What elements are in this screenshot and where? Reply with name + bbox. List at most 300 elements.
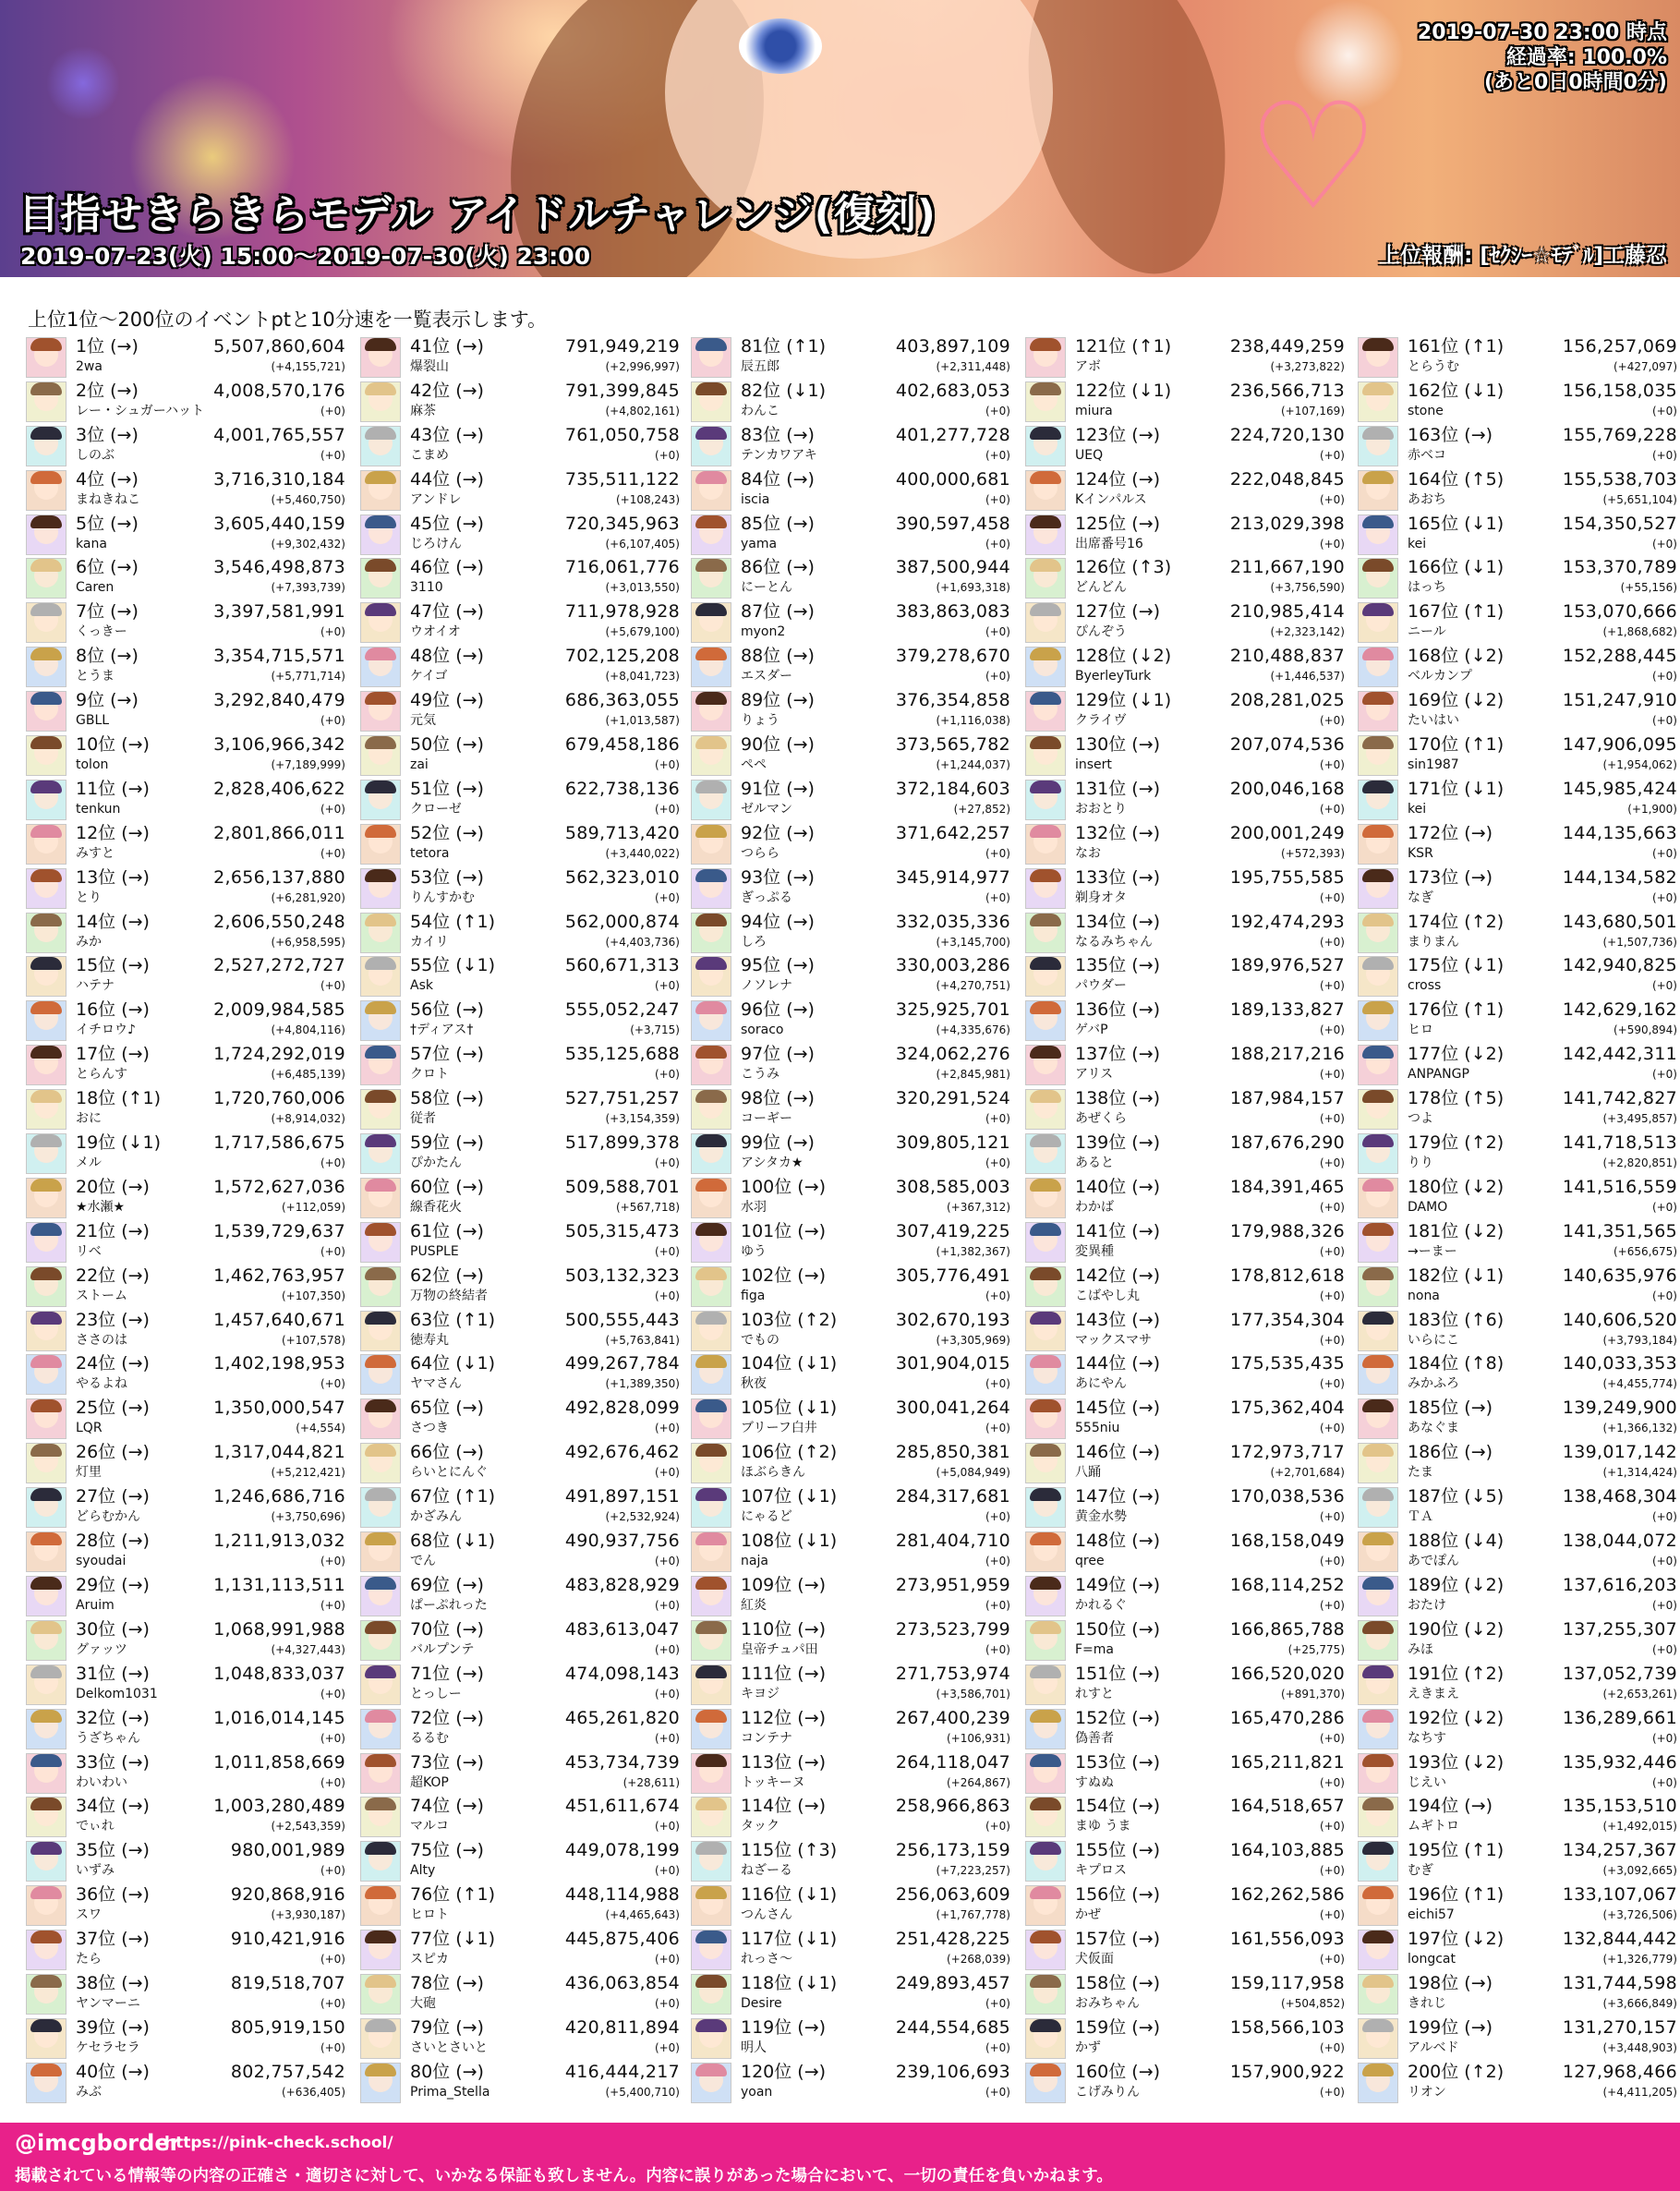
ranking-entry	[1025, 1265, 1350, 1309]
ten-minute-speed: (+0)	[654, 1068, 680, 1082]
idol-avatar	[691, 470, 731, 511]
idol-avatar	[691, 1000, 731, 1041]
event-points: 453,734,739	[564, 1751, 680, 1773]
player-name: コーギー	[741, 1111, 792, 1127]
event-points: 420,811,894	[564, 2016, 680, 2038]
rank-label: 19位 (↓1)	[76, 1132, 162, 1154]
player-name: 犬仮面	[1075, 1952, 1114, 1967]
ten-minute-speed: (+636,405)	[281, 2085, 345, 2099]
idol-avatar	[26, 1576, 66, 1616]
event-points: 3,397,581,991	[213, 601, 345, 623]
ranking-entry	[360, 689, 685, 733]
ten-minute-speed: (+0)	[985, 1377, 1010, 1391]
event-points: 503,132,323	[564, 1265, 680, 1286]
idol-avatar	[691, 1797, 731, 1837]
idol-avatar	[26, 868, 66, 909]
idol-avatar	[26, 1089, 66, 1130]
rank-label: 153位 (→)	[1075, 1751, 1161, 1773]
event-points: 499,267,784	[564, 1353, 680, 1374]
rank-label: 104位 (↓1)	[741, 1353, 838, 1374]
ten-minute-speed: (+0)	[654, 1731, 680, 1745]
ranking-entry	[1025, 645, 1350, 689]
idol-avatar	[26, 381, 66, 422]
ten-minute-speed: (+3,013,550)	[605, 581, 680, 595]
event-points: 492,676,462	[564, 1442, 680, 1463]
ten-minute-speed: (+3,586,701)	[936, 1687, 1010, 1701]
idol-avatar	[1025, 1045, 1066, 1085]
ten-minute-speed: (+0)	[1319, 1864, 1345, 1878]
rank-label: 107位 (↓1)	[741, 1486, 838, 1507]
event-points: 179,988,326	[1229, 1220, 1345, 1241]
player-name: うざちゃん	[76, 1730, 140, 1746]
rank-label: 148位 (→)	[1075, 1531, 1161, 1552]
ranking-entry	[26, 1265, 351, 1309]
idol-avatar	[1358, 1398, 1398, 1439]
player-name: ウオイオ	[410, 624, 461, 640]
top-reward: 上位報酬: [ｾｸｼｰ☆ﾓﾃﾞﾙ]工藤忍	[1379, 244, 1667, 268]
ranking-entry	[691, 335, 1016, 380]
rank-label: 191位 (↑2)	[1408, 1663, 1505, 1684]
ranking-entry	[691, 911, 1016, 955]
player-name: 超KOP	[410, 1774, 449, 1790]
ranking-entry	[360, 911, 685, 955]
idol-avatar	[26, 558, 66, 599]
ranking-entry	[1358, 1751, 1680, 1796]
player-name: 元気	[410, 713, 436, 729]
event-points: 154,350,527	[1562, 513, 1677, 534]
player-name: でもの	[741, 1332, 780, 1348]
ranking-entry	[691, 1132, 1016, 1176]
player-name: UEQ	[1075, 447, 1104, 463]
rank-label: 147位 (→)	[1075, 1486, 1161, 1507]
rank-label: 29位 (→)	[76, 1574, 150, 1595]
ten-minute-speed: (+0)	[985, 625, 1010, 639]
idol-avatar	[26, 691, 66, 732]
player-name: ムギトロ	[1408, 1819, 1459, 1834]
event-points: 264,118,047	[895, 1751, 1010, 1773]
ranking-entry	[1025, 689, 1350, 733]
ranking-entry	[1025, 1663, 1350, 1707]
ten-minute-speed: (+264,867)	[946, 1775, 1010, 1789]
event-points: 271,753,974	[895, 1663, 1010, 1684]
idol-avatar	[360, 647, 401, 687]
idol-avatar	[360, 2063, 401, 2103]
idol-avatar	[26, 1487, 66, 1528]
idol-avatar	[1358, 381, 1398, 422]
ten-minute-speed: (+0)	[320, 1555, 345, 1568]
ranking-entry	[1358, 999, 1680, 1043]
event-points: 200,046,168	[1229, 778, 1345, 799]
ten-minute-speed: (+3,154,359)	[605, 1112, 680, 1126]
event-points: 153,070,666	[1562, 601, 1677, 623]
player-name: みかふろ	[1408, 1376, 1459, 1392]
ranking-entry	[691, 1441, 1016, 1485]
player-name: qree	[1075, 1554, 1105, 1569]
event-points: 910,421,916	[230, 1929, 345, 1950]
player-name: Caren	[76, 580, 115, 596]
event-points: 1,011,858,669	[213, 1751, 345, 1773]
idol-avatar	[691, 1178, 731, 1218]
ten-minute-speed: (+0)	[654, 1996, 680, 2010]
ten-minute-speed: (+106,931)	[946, 1731, 1010, 1745]
player-name: ペペ	[741, 757, 767, 773]
player-name: ハテナ	[76, 978, 115, 994]
rank-label: 146位 (→)	[1075, 1442, 1161, 1463]
event-points: 332,035,336	[895, 911, 1010, 932]
idol-avatar	[691, 1266, 731, 1307]
ten-minute-speed: (+504,852)	[1280, 1996, 1345, 2010]
ten-minute-speed: (+7,223,257)	[936, 1864, 1010, 1878]
event-points: 716,061,776	[564, 557, 680, 578]
idol-avatar	[26, 913, 66, 953]
event-points: 2,828,406,622	[213, 778, 345, 799]
event-points: 165,470,286	[1229, 1707, 1345, 1728]
idol-avatar	[360, 1222, 401, 1263]
ranking-entry	[691, 1530, 1016, 1574]
ranking-entry	[1025, 1972, 1350, 2016]
ten-minute-speed: (+0)	[320, 1953, 345, 1967]
player-name: コンテナ	[741, 1730, 792, 1746]
rank-label: 125位 (→)	[1075, 513, 1161, 534]
event-points: 3,546,498,873	[213, 557, 345, 578]
rank-label: 123位 (→)	[1075, 424, 1161, 445]
idol-avatar	[691, 868, 731, 909]
idol-avatar	[26, 1531, 66, 1572]
idol-avatar	[1358, 1354, 1398, 1395]
idol-avatar	[26, 1133, 66, 1174]
player-name: かぜ	[1075, 1907, 1101, 1923]
rank-label: 154位 (→)	[1075, 1796, 1161, 1817]
player-name: DAMO	[1408, 1199, 1448, 1215]
player-name: insert	[1075, 757, 1112, 773]
idol-avatar	[1358, 868, 1398, 909]
player-name: さつき	[410, 1421, 449, 1436]
idol-avatar	[360, 1531, 401, 1572]
ten-minute-speed: (+2,845,981)	[936, 1068, 1010, 1082]
event-points: 400,000,681	[895, 468, 1010, 490]
player-name: かざみん	[410, 1509, 462, 1525]
rank-label: 5位 (→)	[76, 513, 139, 534]
ten-minute-speed: (+0)	[1319, 1377, 1345, 1391]
ten-minute-speed: (+0)	[320, 979, 345, 993]
player-name: Delkom1031	[76, 1686, 158, 1701]
event-points: 301,904,015	[895, 1353, 1010, 1374]
ranking-entry	[26, 1795, 351, 1839]
ranking-entry	[691, 954, 1016, 999]
event-points: 383,863,083	[895, 601, 1010, 623]
ranking-entry	[360, 1220, 685, 1265]
idol-avatar	[1358, 1974, 1398, 2015]
event-points: 320,291,524	[895, 1088, 1010, 1109]
ranking-entry	[1025, 1795, 1350, 1839]
event-points: 920,868,916	[230, 1884, 345, 1906]
ranking-entry	[360, 335, 685, 380]
rank-label: 183位 (↑6)	[1408, 1309, 1505, 1330]
event-points: 141,718,513	[1562, 1132, 1677, 1154]
rank-label: 4位 (→)	[76, 468, 139, 490]
idol-avatar	[1025, 602, 1066, 643]
rank-label: 63位 (↑1)	[410, 1309, 496, 1330]
player-name: おに	[76, 1111, 102, 1127]
ten-minute-speed: (+0)	[654, 1864, 680, 1878]
ranking-column	[1025, 335, 1350, 2105]
event-points: 3,605,440,159	[213, 513, 345, 534]
ranking-entry	[360, 1043, 685, 1087]
ten-minute-speed: (+0)	[1319, 1422, 1345, 1435]
ten-minute-speed: (+0)	[320, 1864, 345, 1878]
idol-avatar	[691, 558, 731, 599]
idol-avatar	[1025, 514, 1066, 555]
player-name: イチロウ♪	[76, 1023, 136, 1038]
ten-minute-speed: (+4,270,751)	[936, 979, 1010, 993]
rank-label: 46位 (→)	[410, 557, 484, 578]
idol-avatar	[691, 735, 731, 776]
ranking-entry	[691, 2016, 1016, 2061]
ranking-entry	[1025, 1883, 1350, 1928]
ranking-entry	[360, 1618, 685, 1663]
idol-avatar	[26, 1974, 66, 2015]
idol-avatar	[360, 1089, 401, 1130]
ranking-entry	[1358, 1309, 1680, 1353]
ranking-entry	[691, 468, 1016, 513]
rank-label: 167位 (↑1)	[1408, 601, 1505, 623]
idol-avatar	[26, 780, 66, 820]
ranking-entry	[26, 1707, 351, 1751]
ten-minute-speed: (+2,311,448)	[936, 360, 1010, 373]
ranking-entry	[26, 1883, 351, 1928]
player-name: とらうむ	[1408, 359, 1459, 374]
rank-label: 101位 (→)	[741, 1220, 827, 1241]
rank-label: 72位 (→)	[410, 1707, 484, 1728]
ranking-entry	[26, 1839, 351, 1883]
idol-avatar	[691, 1664, 731, 1705]
ten-minute-speed: (+1,244,037)	[936, 758, 1010, 772]
player-name: トッキーヌ	[741, 1774, 805, 1790]
player-name: みほ	[1408, 1641, 1433, 1657]
rank-label: 31位 (→)	[76, 1663, 150, 1684]
player-name: えきまえ	[1408, 1686, 1459, 1701]
rank-label: 190位 (↓2)	[1408, 1618, 1505, 1640]
idol-avatar	[26, 2018, 66, 2059]
idol-avatar	[1025, 1797, 1066, 1837]
ranking-entry	[1025, 1618, 1350, 1663]
idol-avatar	[691, 780, 731, 820]
ranking-entry	[691, 1176, 1016, 1220]
rank-label: 50位 (→)	[410, 734, 484, 756]
ten-minute-speed: (+6,107,405)	[605, 537, 680, 551]
ten-minute-speed: (+0)	[1319, 537, 1345, 551]
rank-label: 64位 (↓1)	[410, 1353, 496, 1374]
event-points: 147,906,095	[1562, 734, 1677, 756]
idol-avatar	[691, 1398, 731, 1439]
rank-label: 12位 (→)	[76, 822, 150, 843]
ranking-entry	[1025, 1043, 1350, 1087]
idol-avatar	[1358, 602, 1398, 643]
player-name: たら	[76, 1952, 102, 1967]
ten-minute-speed: (+0)	[1319, 890, 1345, 904]
rank-label: 198位 (→)	[1408, 1972, 1493, 1993]
idol-avatar	[26, 1266, 66, 1307]
rank-label: 28位 (→)	[76, 1531, 150, 1552]
idol-avatar	[1358, 1709, 1398, 1749]
player-name: りり	[1408, 1156, 1433, 1171]
idol-avatar	[360, 1664, 401, 1705]
ranking-entry	[1358, 513, 1680, 557]
player-name: 徳寿丸	[410, 1332, 449, 1348]
player-name: 黄金水勢	[1075, 1509, 1127, 1525]
player-name: りんすかむ	[410, 890, 475, 905]
idol-avatar	[26, 1045, 66, 1085]
rank-label: 112位 (→)	[741, 1707, 827, 1728]
ten-minute-speed: (+0)	[1651, 448, 1677, 462]
player-name: にゃるど	[741, 1509, 792, 1525]
rank-label: 36位 (→)	[76, 1884, 150, 1906]
player-name: 変異種	[1075, 1243, 1114, 1259]
idol-avatar	[1358, 426, 1398, 466]
ranking-entry	[1025, 513, 1350, 557]
ranking-entry	[360, 1087, 685, 1132]
event-points: 251,428,225	[895, 1929, 1010, 1950]
idol-avatar	[360, 1885, 401, 1926]
page-title: 目指せきらきらモデル アイドルチャレンジ(復刻)	[18, 191, 937, 238]
idol-avatar	[1025, 780, 1066, 820]
ranking-entry	[360, 733, 685, 778]
site-link[interactable]: https://pink-check.school/	[164, 2134, 393, 2152]
event-points: 562,000,874	[564, 911, 680, 932]
player-name: F=ma	[1075, 1641, 1114, 1657]
ten-minute-speed: (+1,767,778)	[936, 1908, 1010, 1922]
rank-label: 178位 (↑5)	[1408, 1088, 1505, 1109]
player-name: 紅炎	[741, 1597, 767, 1613]
idol-avatar	[26, 1885, 66, 1926]
idol-avatar	[691, 1354, 731, 1395]
event-points: 137,255,307	[1562, 1618, 1677, 1640]
player-name: ぴんぞう	[1075, 624, 1127, 640]
idol-avatar	[26, 470, 66, 511]
ten-minute-speed: (+0)	[985, 1112, 1010, 1126]
event-points: 142,940,825	[1562, 955, 1677, 976]
ranking-entry	[360, 556, 685, 600]
event-points: 166,865,788	[1229, 1618, 1345, 1640]
idol-avatar	[360, 1841, 401, 1882]
event-points: 309,805,121	[895, 1132, 1010, 1154]
rank-label: 24位 (→)	[76, 1353, 150, 1374]
rank-label: 14位 (→)	[76, 911, 150, 932]
player-name: ゼルマン	[741, 801, 792, 817]
rank-label: 130位 (→)	[1075, 734, 1161, 756]
ranking-entry	[1025, 1707, 1350, 1751]
event-points: 302,670,193	[895, 1309, 1010, 1330]
event-points: 141,742,827	[1562, 1088, 1677, 1109]
player-name: キプロス	[1075, 1863, 1127, 1879]
ranking-entry	[691, 778, 1016, 822]
rank-label: 21位 (→)	[76, 1220, 150, 1241]
ten-minute-speed: (+5,763,841)	[605, 1333, 680, 1347]
idol-avatar	[1358, 1222, 1398, 1263]
ranking-entry	[1358, 2061, 1680, 2105]
ranking-entry	[26, 513, 351, 557]
ranking-entry	[691, 999, 1016, 1043]
rank-label: 186位 (→)	[1408, 1442, 1493, 1463]
player-name: kana	[76, 536, 107, 551]
player-name: 3110	[410, 580, 443, 596]
player-name: ヒロ	[1408, 1023, 1433, 1038]
idol-avatar	[1358, 1576, 1398, 1616]
ranking-entry	[691, 380, 1016, 424]
ranking-entry	[1025, 1132, 1350, 1176]
player-name: ぱーぷれった	[410, 1597, 488, 1613]
rank-label: 155位 (→)	[1075, 1840, 1161, 1861]
idol-avatar	[691, 1620, 731, 1661]
idol-avatar	[26, 1311, 66, 1351]
ranking-entry	[26, 866, 351, 911]
rank-label: 110位 (→)	[741, 1618, 827, 1640]
event-points: 208,281,025	[1229, 690, 1345, 711]
ranking-entry	[1025, 1220, 1350, 1265]
idol-avatar	[1358, 1664, 1398, 1705]
idol-avatar	[26, 824, 66, 865]
idol-avatar	[1025, 735, 1066, 776]
ranking-entry	[360, 778, 685, 822]
event-points: 1,048,833,037	[213, 1663, 345, 1684]
player-name: おみちゃん	[1075, 1995, 1140, 2011]
ranking-entry	[691, 1839, 1016, 1883]
player-name: eichi57	[1408, 1907, 1455, 1923]
rank-label: 98位 (→)	[741, 1088, 815, 1109]
event-points: 143,680,501	[1562, 911, 1677, 932]
ranking-entry	[691, 822, 1016, 866]
idol-avatar	[1025, 1133, 1066, 1174]
rank-label: 69位 (→)	[410, 1574, 484, 1595]
ten-minute-speed: (+0)	[1319, 1953, 1345, 1967]
ten-minute-speed: (+0)	[654, 1156, 680, 1170]
idol-avatar	[1025, 558, 1066, 599]
rank-label: 121位 (↑1)	[1075, 336, 1172, 357]
ten-minute-speed: (+0)	[1319, 1598, 1345, 1612]
ranking-entry	[360, 1132, 685, 1176]
rank-label: 140位 (→)	[1075, 1176, 1161, 1197]
event-points: 449,078,199	[564, 1840, 680, 1861]
player-name: グァッツ	[76, 1641, 127, 1657]
player-name: 皇帝チュパ田	[741, 1641, 818, 1657]
player-name: tenkun	[76, 801, 121, 817]
ranking-entry	[26, 1928, 351, 1972]
player-name: PUSPLE	[410, 1243, 459, 1259]
idol-avatar	[1025, 1487, 1066, 1528]
player-name: ＴＡ	[1408, 1509, 1433, 1525]
player-name: じろけん	[410, 536, 462, 551]
rank-label: 49位 (→)	[410, 690, 484, 711]
ten-minute-speed: (+0)	[1319, 1510, 1345, 1524]
player-name: レー・シュガーハット	[76, 403, 205, 418]
event-points: 184,391,465	[1229, 1176, 1345, 1197]
player-name: おおとり	[1075, 801, 1127, 817]
event-points: 505,315,473	[564, 1220, 680, 1241]
idol-avatar	[691, 824, 731, 865]
idol-avatar	[691, 956, 731, 997]
event-points: 802,757,542	[230, 2061, 345, 2082]
player-name: カイリ	[410, 934, 449, 950]
event-points: 403,897,109	[895, 336, 1010, 357]
rank-label: 61位 (→)	[410, 1220, 484, 1241]
ten-minute-speed: (+0)	[985, 1996, 1010, 2010]
ten-minute-speed: (+0)	[985, 1642, 1010, 1656]
player-name: バルプンテ	[410, 1641, 475, 1657]
twitter-handle[interactable]: @imcgborder	[15, 2130, 181, 2156]
ranking-entry	[691, 1352, 1016, 1397]
ten-minute-speed: (+0)	[654, 802, 680, 816]
ten-minute-speed: (+3,440,022)	[605, 846, 680, 860]
